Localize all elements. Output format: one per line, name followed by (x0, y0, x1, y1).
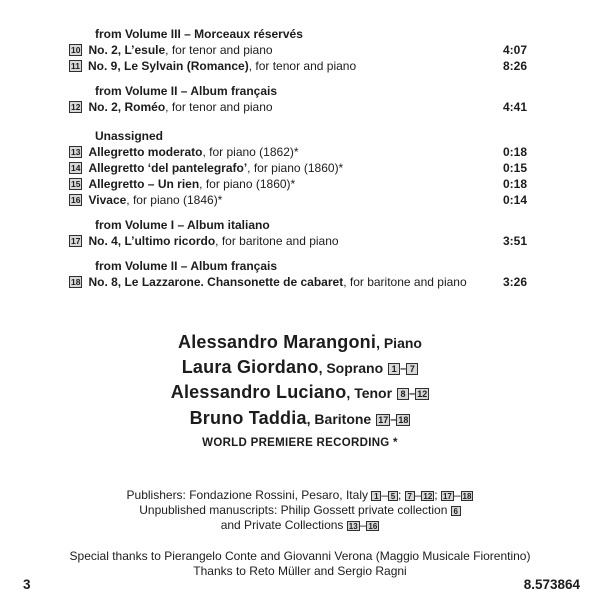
track-title-main: Allegretto ‘del pantelegrafo’ (88, 161, 248, 175)
track-title-main: No. 8, Le Lazzarone. Chansonette de cabaret (88, 275, 344, 289)
performer-line (0, 356, 600, 382)
track-title-main: No. 2, L’esule (88, 43, 166, 57)
track-ref-box: 18 (398, 414, 409, 425)
track-title-detail: , for tenor and piano (165, 100, 273, 114)
section-heading: from Volume I – Album italiano (95, 218, 270, 232)
range-dash: – (409, 388, 416, 400)
track-ref-box: 17 (442, 491, 452, 501)
track-title-detail: , for piano (1860)* (247, 161, 344, 175)
track-section (0, 83, 600, 115)
range-dash: – (390, 413, 397, 426)
track-list (0, 26, 600, 290)
track-row (0, 160, 600, 176)
performer-role: , Piano (376, 335, 422, 351)
track-ref-box: 8 (397, 388, 409, 400)
track-ref-box: 5 (388, 491, 398, 502)
thanks-block (0, 549, 600, 578)
track-ref-box: 12 (423, 491, 433, 501)
page-number: 3 (23, 577, 31, 592)
range-dash: – (400, 362, 407, 375)
track-duration: 0:15 (502, 161, 527, 175)
performer-line (0, 331, 600, 356)
track-number-box: 16 (71, 195, 81, 206)
track-title-main: No. 4, L’ultimo ricordo (88, 234, 216, 248)
track-number-box: 17 (71, 236, 81, 247)
track-number-box: 13 (71, 147, 81, 158)
track-title (88, 42, 272, 58)
publisher-text: and Private Collections (220, 518, 347, 533)
track-title (88, 192, 222, 208)
track-row (0, 144, 600, 160)
section-heading: from Volume III – Morceaux réservés (95, 27, 303, 41)
track-title-detail: , for tenor and piano (165, 43, 273, 57)
track-duration: 3:26 (502, 275, 527, 289)
track-duration: 0:18 (502, 145, 527, 159)
track-ref-box: 6 (451, 506, 461, 517)
section-heading: from Volume II – Album français (95, 259, 278, 273)
publisher-line (0, 503, 600, 518)
track-number-box: 15 (71, 179, 81, 190)
performers-block (0, 331, 600, 432)
track-row (0, 233, 600, 249)
publisher-text: ; (398, 488, 405, 502)
track-title-main: Allegretto – Un rien (88, 177, 200, 191)
track-title (88, 99, 272, 115)
track-ref-box: 12 (417, 389, 428, 399)
track-ref-box: 18 (462, 491, 472, 501)
track-section (0, 217, 600, 249)
track-title (88, 160, 343, 176)
thanks-line: Thanks to Reto Müller and Sergio Ragni (193, 563, 407, 578)
catalog-number: 8.573864 (523, 577, 580, 592)
track-row (0, 192, 600, 208)
track-title-detail: , for tenor and piano (248, 59, 357, 73)
track-duration: 4:07 (502, 43, 527, 57)
track-row (0, 99, 600, 115)
track-title-main: Allegretto moderato (88, 145, 203, 159)
track-title (88, 274, 466, 290)
publisher-notes (0, 488, 600, 534)
track-ref-box: 1 (388, 363, 400, 375)
performer-track-range (397, 385, 429, 402)
publisher-line (0, 488, 600, 503)
track-section (0, 258, 600, 290)
performer-line (0, 407, 600, 433)
track-number-box: 10 (71, 45, 81, 56)
performer-name: Bruno Taddia (189, 407, 307, 428)
publisher-text: – (381, 488, 389, 502)
track-duration: 4:41 (502, 100, 527, 114)
publisher-line (0, 518, 600, 533)
track-title-detail: , for baritone and piano (215, 234, 339, 248)
publisher-text: ; (434, 488, 441, 502)
track-duration: 0:18 (502, 177, 527, 191)
publisher-text: Unpublished manuscripts: Philip Gossett private collection (139, 503, 451, 518)
performer-role: , Soprano (318, 359, 384, 376)
track-title-detail: , for piano (1860)* (199, 177, 296, 191)
track-ref-box: 7 (405, 491, 415, 502)
performer-role: , Tenor (346, 385, 393, 401)
publisher-text: – (453, 488, 461, 502)
track-row (0, 274, 600, 290)
track-title (88, 233, 338, 249)
track-duration: 3:51 (502, 234, 527, 248)
track-title-main: No. 2, Roméo (88, 100, 166, 114)
section-heading: from Volume II – Album français (95, 84, 278, 98)
track-title-detail: , for baritone and piano (343, 275, 467, 289)
thanks-line: Special thanks to Pierangelo Conte and Giovanni Verona (Maggio Musicale Fiorentino) (69, 549, 531, 563)
track-ref-box: 1 (371, 491, 381, 502)
track-row (0, 176, 600, 192)
performer-track-range (388, 360, 418, 377)
publisher-text: Publishers: Fondazione Rossini, Pesaro, Italy (126, 488, 372, 502)
track-title-main: Vivace (88, 193, 127, 207)
track-title-main: No. 9, Le Sylvain (Romance) (88, 59, 249, 73)
track-title (88, 58, 356, 74)
track-ref-box: 17 (378, 414, 389, 425)
track-title-detail: , for piano (1862)* (202, 145, 299, 159)
performer-name: Alessandro Luciano (170, 382, 347, 402)
track-number-box: 11 (71, 61, 80, 72)
performer-name: Alessandro Marangoni (178, 332, 377, 352)
track-duration: 8:26 (502, 59, 527, 73)
track-title (88, 144, 298, 160)
track-title-detail: , for piano (1846)* (126, 193, 223, 207)
performer-line (0, 381, 600, 407)
performer-track-range (376, 411, 410, 428)
track-ref-box: 16 (368, 521, 378, 531)
track-section (0, 26, 600, 74)
track-title (88, 176, 295, 192)
performer-role: , Baritone (306, 410, 372, 427)
track-ref-box: 7 (406, 363, 418, 375)
publisher-text: – (414, 488, 422, 502)
track-number-box: 14 (71, 163, 81, 174)
track-row (0, 58, 600, 74)
track-row (0, 42, 600, 58)
track-number-box: 18 (71, 277, 81, 288)
premiere-note: WORLD PREMIERE RECORDING * (202, 437, 398, 449)
track-duration: 0:14 (502, 193, 527, 207)
track-number-box: 12 (71, 102, 81, 113)
track-section (0, 128, 600, 208)
performer-name: Laura Giordano (181, 356, 319, 377)
track-ref-box: 13 (348, 521, 358, 531)
section-heading: Unassigned (95, 129, 164, 143)
publisher-text: – (359, 518, 367, 533)
